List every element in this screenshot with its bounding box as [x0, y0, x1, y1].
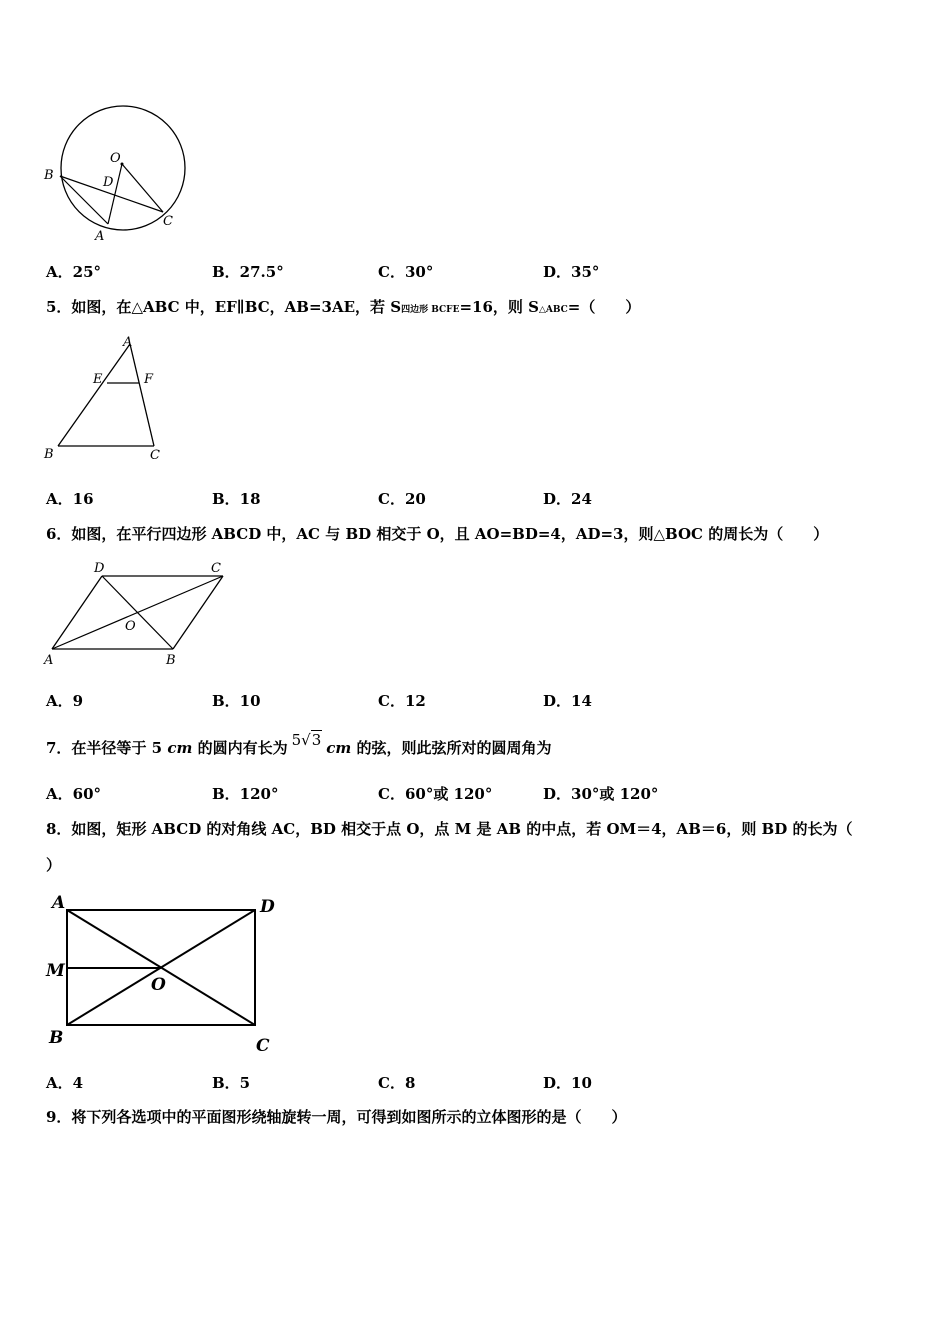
q4-option-a: A．25° [46, 263, 102, 281]
q6-option-c: C．12 [378, 692, 426, 710]
q7-option-c: C．60°或 120° [378, 785, 493, 803]
q8-option-d: D．10 [543, 1074, 592, 1092]
q6-option-a: A．9 [46, 692, 84, 710]
q5-option-d: D．24 [543, 490, 592, 508]
label-C: C [150, 448, 160, 463]
circle-outline [61, 106, 185, 230]
q5-option-a: A．16 [46, 490, 94, 508]
q7-option-b: B．120° [212, 785, 279, 803]
q9-question-text: 9．将下列各选项中的平面图形绕轴旋转一周，可得到如图所示的立体图形的是（ ） [46, 1108, 627, 1126]
label-B: B [49, 1028, 64, 1048]
q7-option-a: A．60° [46, 785, 102, 803]
q5-subscript-triangle: △ABC [538, 305, 568, 315]
label-O: O [110, 151, 121, 166]
q4-option-d: D．35° [543, 263, 600, 281]
q8-rectangle-figure [40, 888, 290, 1058]
q6-option-d: D．14 [543, 692, 592, 710]
label-A: A [52, 893, 66, 913]
q4-circle-figure [40, 98, 200, 246]
q7-radicand: 3 [311, 731, 322, 749]
label-M: M [46, 961, 65, 981]
q8-question-line-1: 8．如图，矩形 ABCD 的对角线 AC，BD 相交于点 O，点 M 是 AB 的中点，若 OM＝4，AB＝6，则 BD 的长为（ [46, 820, 853, 838]
label-D: D [103, 175, 114, 190]
q8-question-line-2: ） [46, 856, 62, 874]
label-A: A [95, 229, 105, 244]
q5-mid: =16，则 S [459, 298, 539, 316]
q5-triangle-figure [40, 332, 170, 466]
q7-suffix: 的弦，则此弦所对的圆周角为 [351, 739, 552, 757]
label-D: D [94, 561, 105, 576]
label-B: B [44, 447, 54, 462]
q5-prefix: 5．如图，在△ABC 中，EF∥BC，AB=3AE，若 S [46, 298, 402, 316]
diagonal-DB [102, 576, 173, 649]
segment-AB [58, 344, 130, 446]
q4-option-c: C．30° [378, 263, 434, 281]
label-A: A [123, 335, 133, 350]
q6-option-b: B．10 [212, 692, 261, 710]
label-E: E [93, 372, 103, 387]
sqrt-symbol: √ [301, 731, 311, 749]
label-C: C [163, 214, 173, 229]
center-point-O [121, 163, 124, 166]
q8-option-c: C．8 [378, 1074, 416, 1092]
q7-unit-cm: cm [167, 739, 193, 757]
q5-option-c: C．20 [378, 490, 426, 508]
label-D: D [260, 897, 275, 917]
q7-coefficient: 5 [291, 731, 302, 749]
q6-question-text: 6．如图，在平行四边形 ABCD 中，AC 与 BD 相交于 O，且 AO=BD=4，AD=3，则△BOC 的周长为（ ） [46, 525, 829, 543]
label-C: C [256, 1036, 270, 1056]
q5-subscript-quad: 四边形 BCFE [401, 305, 460, 315]
q7-mid: 的圆内有长为 [192, 739, 288, 757]
label-O: O [151, 975, 166, 995]
q7-question-text [46, 731, 552, 758]
q7-radical-expression [292, 731, 323, 749]
segment-AC [130, 344, 154, 446]
q5-option-b: B．18 [212, 490, 261, 508]
label-O: O [125, 619, 136, 634]
label-C: C [211, 561, 221, 576]
q7-option-d: D．30°或 120° [543, 785, 659, 803]
label-F: F [144, 372, 154, 387]
label-A: A [44, 653, 54, 668]
label-B: B [44, 168, 54, 183]
q5-suffix: =（ ） [567, 298, 641, 316]
q5-question-text [46, 296, 640, 317]
q7-prefix: 7．在半径等于 5 [46, 739, 168, 757]
q4-option-b: B．27.5° [212, 263, 284, 281]
q8-option-a: A．4 [46, 1074, 84, 1092]
q8-option-b: B．5 [212, 1074, 251, 1092]
q6-parallelogram-figure [40, 556, 235, 670]
q7-unit-cm-2: cm [326, 739, 352, 757]
label-B: B [166, 653, 176, 668]
